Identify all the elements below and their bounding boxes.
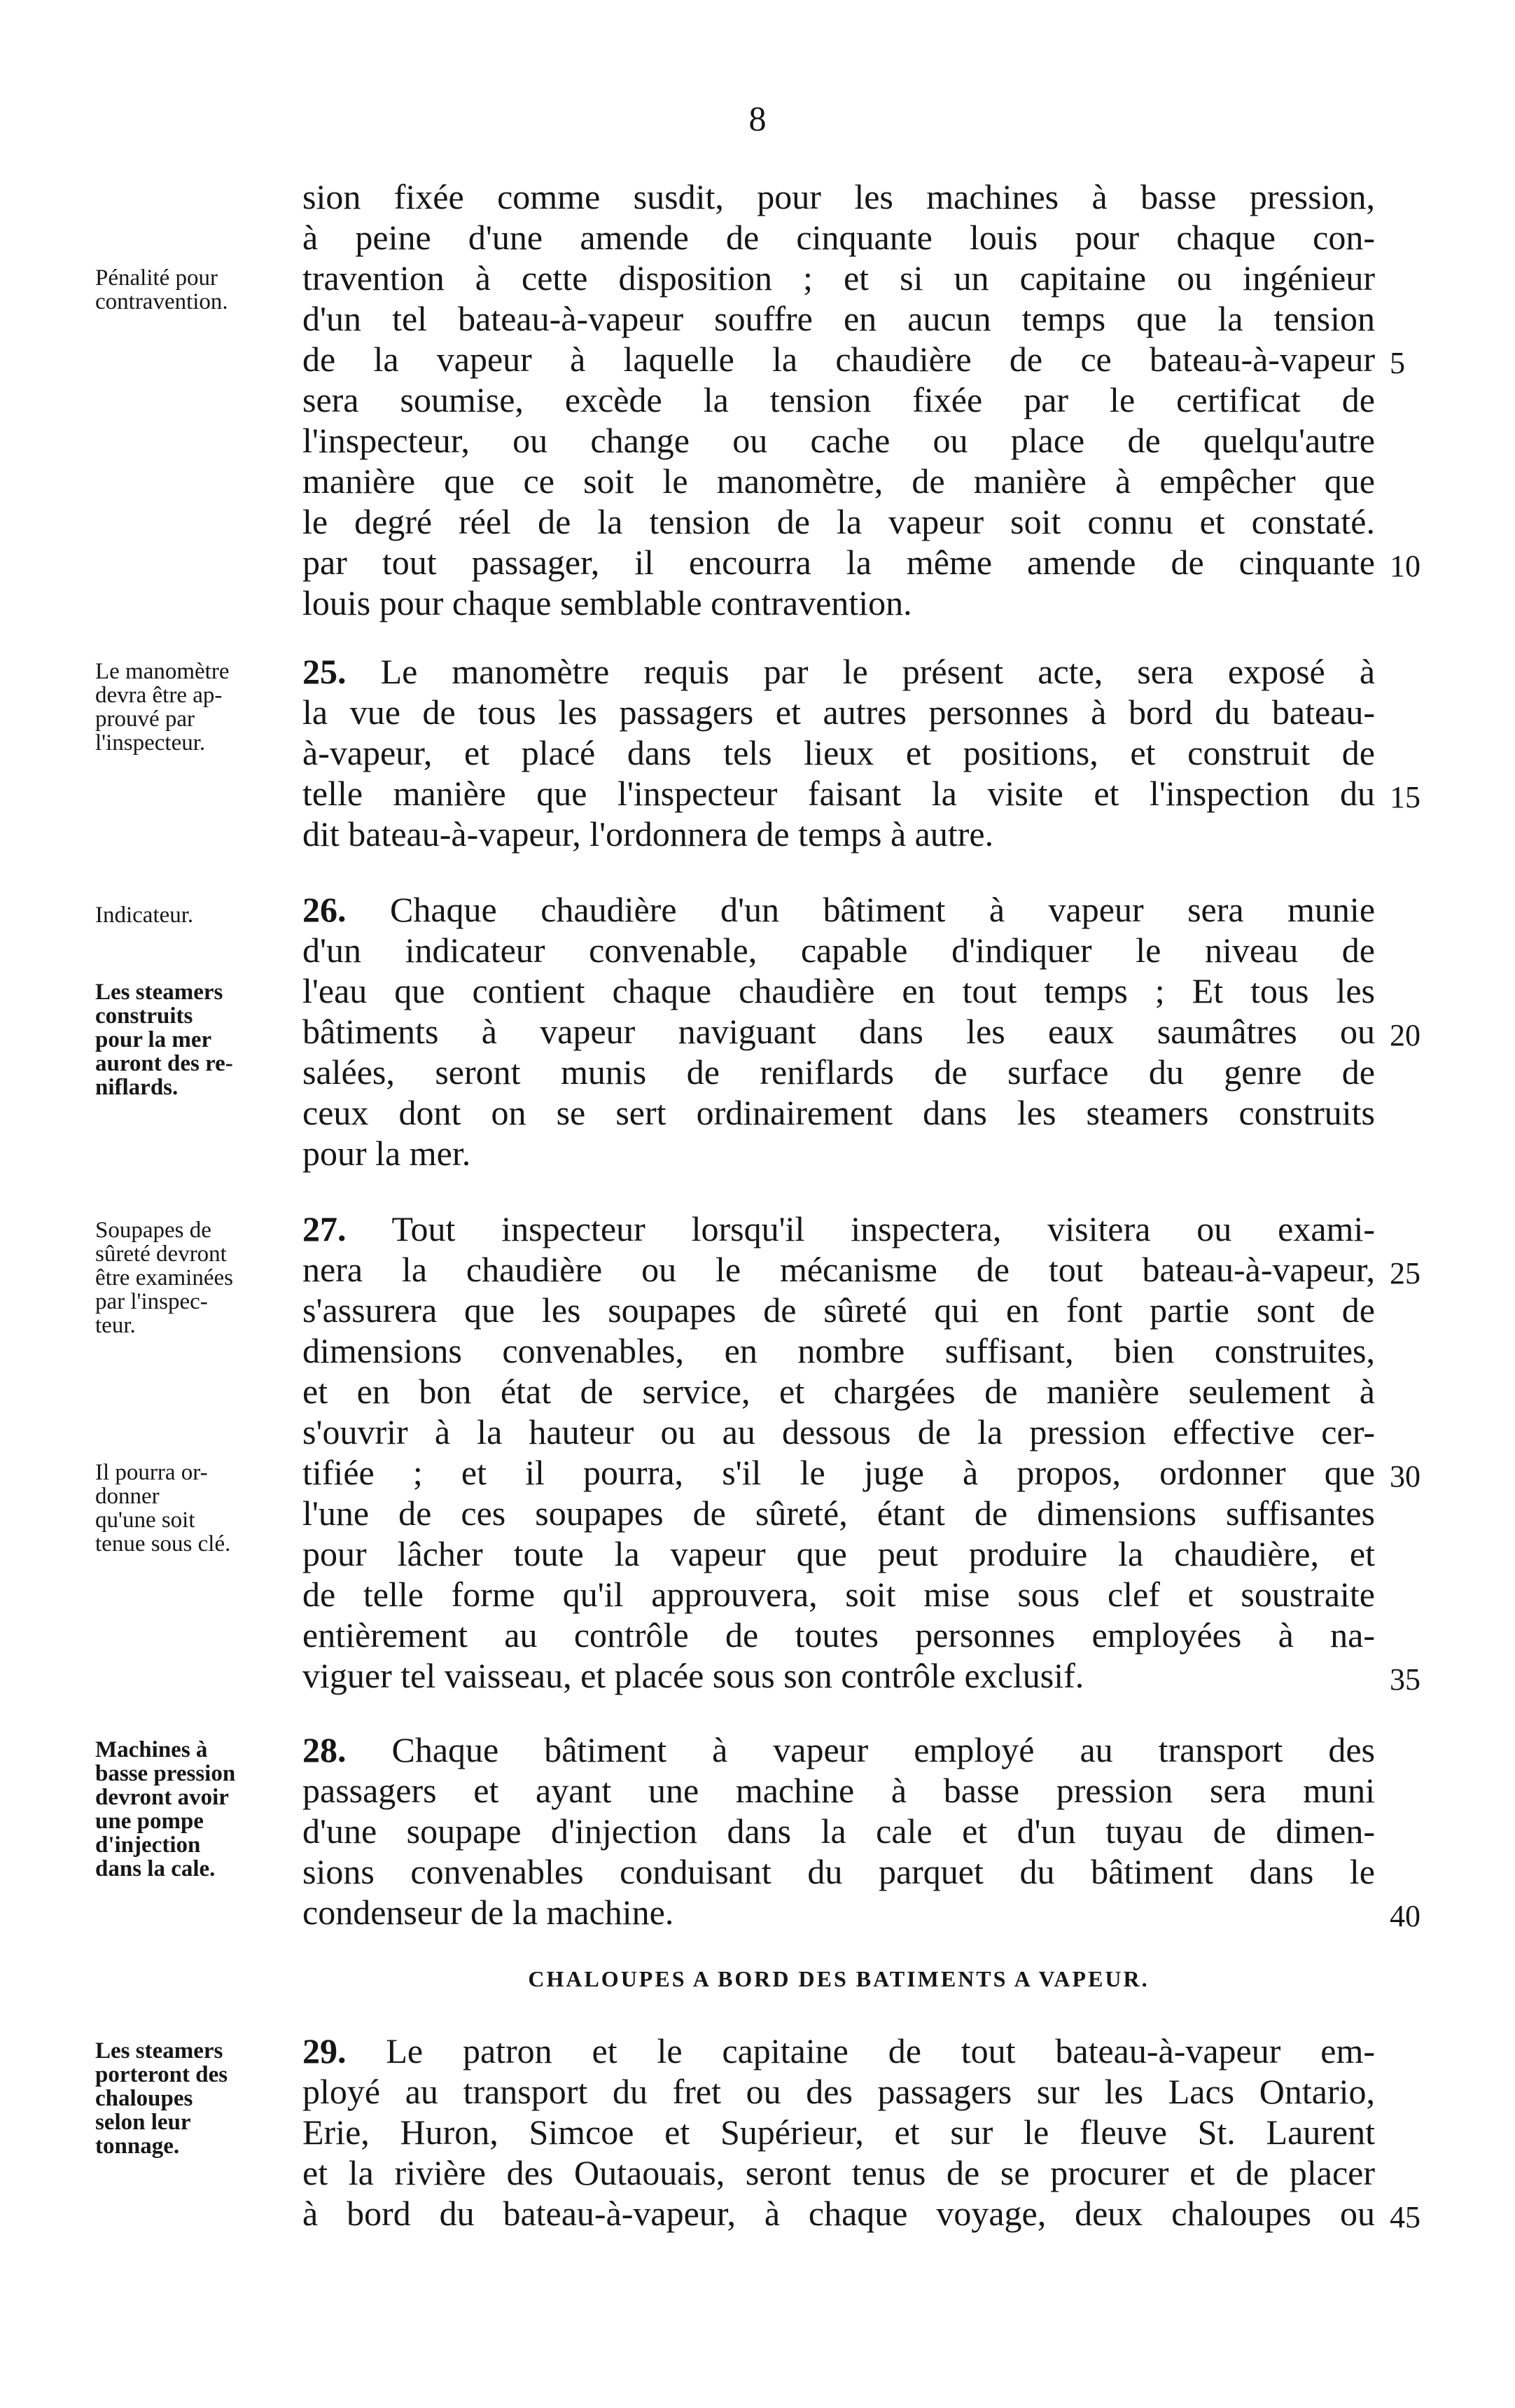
text-line — [302, 1730, 1375, 1770]
text-line: l'inspecteur, ou change ou cache ou place de quelqu'autre — [302, 421, 1375, 460]
text-line — [302, 2031, 1375, 2071]
margin-note-line: Le manomètre — [95, 659, 230, 684]
text-line: sion fixée comme susdit, pour les machines à basse pression, — [302, 177, 1375, 216]
text-line: nera la chaudière ou le mécanisme de tout bateau-à-vapeur, — [302, 1250, 1375, 1289]
text-line: manière que ce soit le manomètre, de manière à empêcher que — [302, 461, 1375, 501]
text-line: tifiée ; et il pourra, s'il le juge à propos, ordonner que — [302, 1453, 1375, 1492]
margin-note-line: Les steamers — [95, 980, 223, 1005]
margin-note — [95, 1218, 298, 1337]
margin-note-line: tonnage. — [95, 2134, 180, 2159]
text-line: Erie, Huron, Simcoe et Supérieur, et sur le fleuve St. Laurent — [302, 2113, 1375, 2152]
page-number: 8 — [748, 99, 767, 138]
margin-note-line: teur. — [95, 1313, 136, 1338]
section-number: 27. — [302, 1209, 347, 1248]
margin-note-line: prouvé par — [95, 707, 195, 732]
line-number: 45 — [1390, 2200, 1420, 2234]
text-line: sera soumise, excède la tension fixée par le certificat de — [302, 380, 1375, 419]
line-number: 30 — [1390, 1459, 1420, 1494]
line-number: 15 — [1390, 780, 1420, 814]
text-line: condenseur de la machine. — [302, 1893, 674, 1932]
margin-note-line: contravention. — [95, 289, 228, 314]
text-line: ployé au transport du fret ou des passagers sur les Lacs Ontario, — [302, 2072, 1375, 2111]
text-line: de la vapeur à laquelle la chaudière de ce bateau-à-vapeur — [302, 340, 1375, 379]
margin-note-line: niflards. — [95, 1075, 179, 1100]
text-line: la vue de tous les passagers et autres personnes à bord du bateau- — [302, 693, 1375, 732]
section-number: 26. — [302, 890, 347, 929]
section-number: 29. — [302, 2031, 347, 2071]
line-number: 10 — [1390, 549, 1420, 583]
margin-note-line: porteront des — [95, 2062, 228, 2087]
line-number: 25 — [1390, 1256, 1420, 1290]
line-number: 40 — [1390, 1899, 1420, 1933]
text-line: par tout passager, il encourra la même amende de cinquante — [302, 543, 1375, 582]
margin-note-line: dans la cale. — [95, 1856, 216, 1881]
section-number: 28. — [302, 1730, 347, 1769]
text-line: bâtiments à vapeur naviguant dans les eaux saumâtres ou — [302, 1012, 1375, 1051]
text-line: d'un indicateur convenable, capable d'indiquer le niveau de — [302, 931, 1375, 970]
margin-note-line: pour la mer — [95, 1027, 212, 1052]
margin-note-line: Pénalité pour — [95, 265, 218, 291]
margin-note-line: Machines à — [95, 1737, 208, 1762]
margin-note-line: auront des re- — [95, 1051, 233, 1076]
margin-note-line: Les steamers — [95, 2038, 223, 2063]
text-line: et la rivière des Outaouais, seront tenus de se procurer et de placer — [302, 2153, 1375, 2192]
margin-note-line: Indicateur. — [95, 903, 194, 928]
text-line: sions convenables conduisant du parquet du bâtiment dans le — [302, 1852, 1375, 1891]
section-heading: CHALOUPES A BORD DES BATIMENTS A VAPEUR. — [528, 1966, 1150, 1991]
margin-note-line: d'injection — [95, 1832, 201, 1858]
text-line: viguer tel vaisseau, et placée sous son contrôle exclusif. — [302, 1656, 1084, 1695]
margin-note-line: Il pourra or- — [95, 1460, 208, 1485]
margin-note-line: selon leur — [95, 2110, 191, 2135]
text-line: et en bon état de service, et chargées de manière seulement à — [302, 1372, 1375, 1411]
text-line: de telle forme qu'il approuvera, soit mise sous clef et soustraite — [302, 1575, 1375, 1614]
margin-note-line: construits — [95, 1003, 193, 1029]
text-line — [302, 1209, 1375, 1249]
margin-note — [95, 903, 298, 927]
text-line: s'assurera que les soupapes de sûreté qui en font partie sont de — [302, 1290, 1375, 1330]
text-line: salées, seront munis de reniflards de surface du genre de — [302, 1052, 1375, 1092]
margin-note-line: tenue sous clé. — [95, 1531, 231, 1557]
line-number: 20 — [1390, 1018, 1420, 1052]
text-line: d'un tel bateau-à-vapeur souffre en aucun temps que la tension — [302, 299, 1375, 338]
text-line: s'ouvrir à la hauteur ou au dessous de la pression effective cer- — [302, 1412, 1375, 1452]
margin-note — [95, 1738, 298, 1881]
margin-note — [95, 266, 298, 314]
text-line-content: Chaque chaudière d'un bâtiment à vapeur sera munie — [389, 890, 1376, 929]
text-line: dimensions convenables, en nombre suffisant, bien construites, — [302, 1331, 1375, 1370]
text-line: l'eau que contient chaque chaudière en tout temps ; Et tous les — [302, 971, 1375, 1010]
margin-note-line: l'inspecteur. — [95, 730, 206, 756]
text-line-content: Tout inspecteur lorsqu'il inspectera, visitera ou exami- — [391, 1209, 1375, 1248]
margin-note-line: basse pression — [95, 1761, 236, 1786]
text-line: telle manière que l'inspecteur faisant la visite et l'inspection du — [302, 774, 1375, 813]
text-line-content: Le manomètre requis par le présent acte, sera exposé à — [380, 652, 1376, 691]
text-line: pour lâcher toute la vapeur que peut produire la chaudière, et — [302, 1534, 1375, 1573]
text-line-content: Chaque bâtiment à vapeur employé au transport des — [391, 1730, 1375, 1769]
margin-note — [95, 980, 298, 1099]
text-line: l'une de ces soupapes de sûreté, étant de dimensions suffisantes — [302, 1494, 1375, 1533]
text-line: louis pour chaque semblable contravention. — [302, 583, 912, 622]
text-line: pour la mer. — [302, 1134, 471, 1173]
margin-note-line: qu'une soit — [95, 1508, 195, 1533]
text-line — [302, 651, 1375, 692]
margin-note-line: chaloupes — [95, 2086, 193, 2111]
margin-note-line: être examinées — [95, 1265, 233, 1290]
margin-note-line: donner — [95, 1484, 160, 1509]
margin-note-line: par l'inspec- — [95, 1289, 208, 1314]
text-line — [302, 889, 1375, 930]
text-line: passagers et ayant une machine à basse pression sera muni — [302, 1771, 1375, 1810]
margin-note-line: devra être ap- — [95, 683, 223, 708]
margin-note — [95, 1461, 298, 1556]
text-line: entièrement au contrôle de toutes personnes employées à na- — [302, 1615, 1375, 1655]
text-line: à-vapeur, et placé dans tels lieux et positions, et construit de — [302, 733, 1375, 772]
text-line: ceux dont on se sert ordinairement dans les steamers construits — [302, 1093, 1375, 1132]
text-line-content: Le patron et le capitaine de tout bateau-à-vapeur em- — [386, 2031, 1375, 2071]
line-number: 35 — [1390, 1662, 1420, 1697]
margin-note-line: Soupapes de — [95, 1218, 211, 1243]
margin-note — [95, 2039, 298, 2158]
text-line: travention à cette disposition ; et si un capitaine ou ingénieur — [302, 258, 1375, 298]
text-line: à bord du bateau-à-vapeur, à chaque voyage, deux chaloupes ou — [302, 2194, 1375, 2233]
margin-note-line: devront avoir — [95, 1785, 229, 1810]
margin-note — [95, 660, 298, 755]
margin-note-line: une pompe — [95, 1809, 204, 1834]
text-line: le degré réel de la tension de la vapeur soit connu et constaté. — [302, 502, 1375, 541]
text-line: dit bateau-à-vapeur, l'ordonnera de temps à autre. — [302, 814, 994, 854]
text-line: d'une soupape d'injection dans la cale et d'un tuyau de dimen- — [302, 1811, 1375, 1851]
section-number: 25. — [302, 652, 347, 691]
margin-note-line: sûreté devront — [95, 1241, 227, 1267]
line-number: 5 — [1390, 346, 1405, 380]
text-line: à peine d'une amende de cinquante louis pour chaque con- — [302, 218, 1375, 257]
